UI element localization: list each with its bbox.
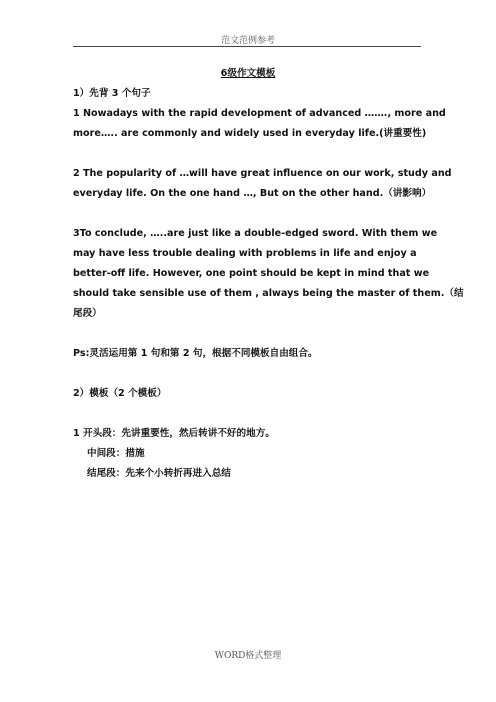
sentence-2-line: 2 The popularity of …will have great influence on our work, study and: [73, 168, 452, 179]
document-title: 6级作文模板: [220, 68, 276, 79]
sentence-2-line: everyday life. On the one hand …, But on the other hand.（讲影响）: [73, 188, 432, 199]
template1-opening: 1 开头段：先讲重要性，然后转讲不好的地方。: [73, 428, 275, 439]
sentence-3-line: should take sensible use of them , always being the master of them.（结: [73, 288, 464, 299]
sentence-3: [73, 224, 464, 324]
sentence-1-line: more….. are commonly and widely used in everyday life.(讲重要性): [73, 128, 427, 139]
header-divider: [73, 46, 421, 47]
sentence-3-line: better-off life. However, one point should be kept in mind that we: [73, 268, 430, 279]
ps-note: Ps:灵活运用第 1 句和第 2 句，根据不同模板自由组合。: [73, 348, 318, 359]
template1-ending: 结尾段：先来个小转折再进入总结: [87, 468, 231, 479]
sentence-2: [73, 164, 452, 204]
sentence-3-line: may have less trouble dealing with problems in life and enjoy a: [73, 248, 417, 259]
section2-heading: 2）模板（2 个模板）: [73, 388, 167, 399]
template1-middle: 中间段：措施: [87, 448, 145, 459]
sentence-3-line: 3To conclude, …..are just like a double-edged sword. With them we: [73, 228, 438, 239]
sentence-1-line: 1 Nowadays with the rapid development of advanced ……., more and: [73, 108, 446, 119]
sentence-1: [73, 104, 446, 144]
page-footer: WORD格式整理: [214, 651, 282, 661]
document-body: [73, 64, 464, 484]
section1-heading: 1）先背 3 个句子: [73, 88, 151, 99]
page-header: 范文范例参考: [220, 36, 275, 46]
sentence-3-line: 尾段）: [73, 308, 102, 319]
